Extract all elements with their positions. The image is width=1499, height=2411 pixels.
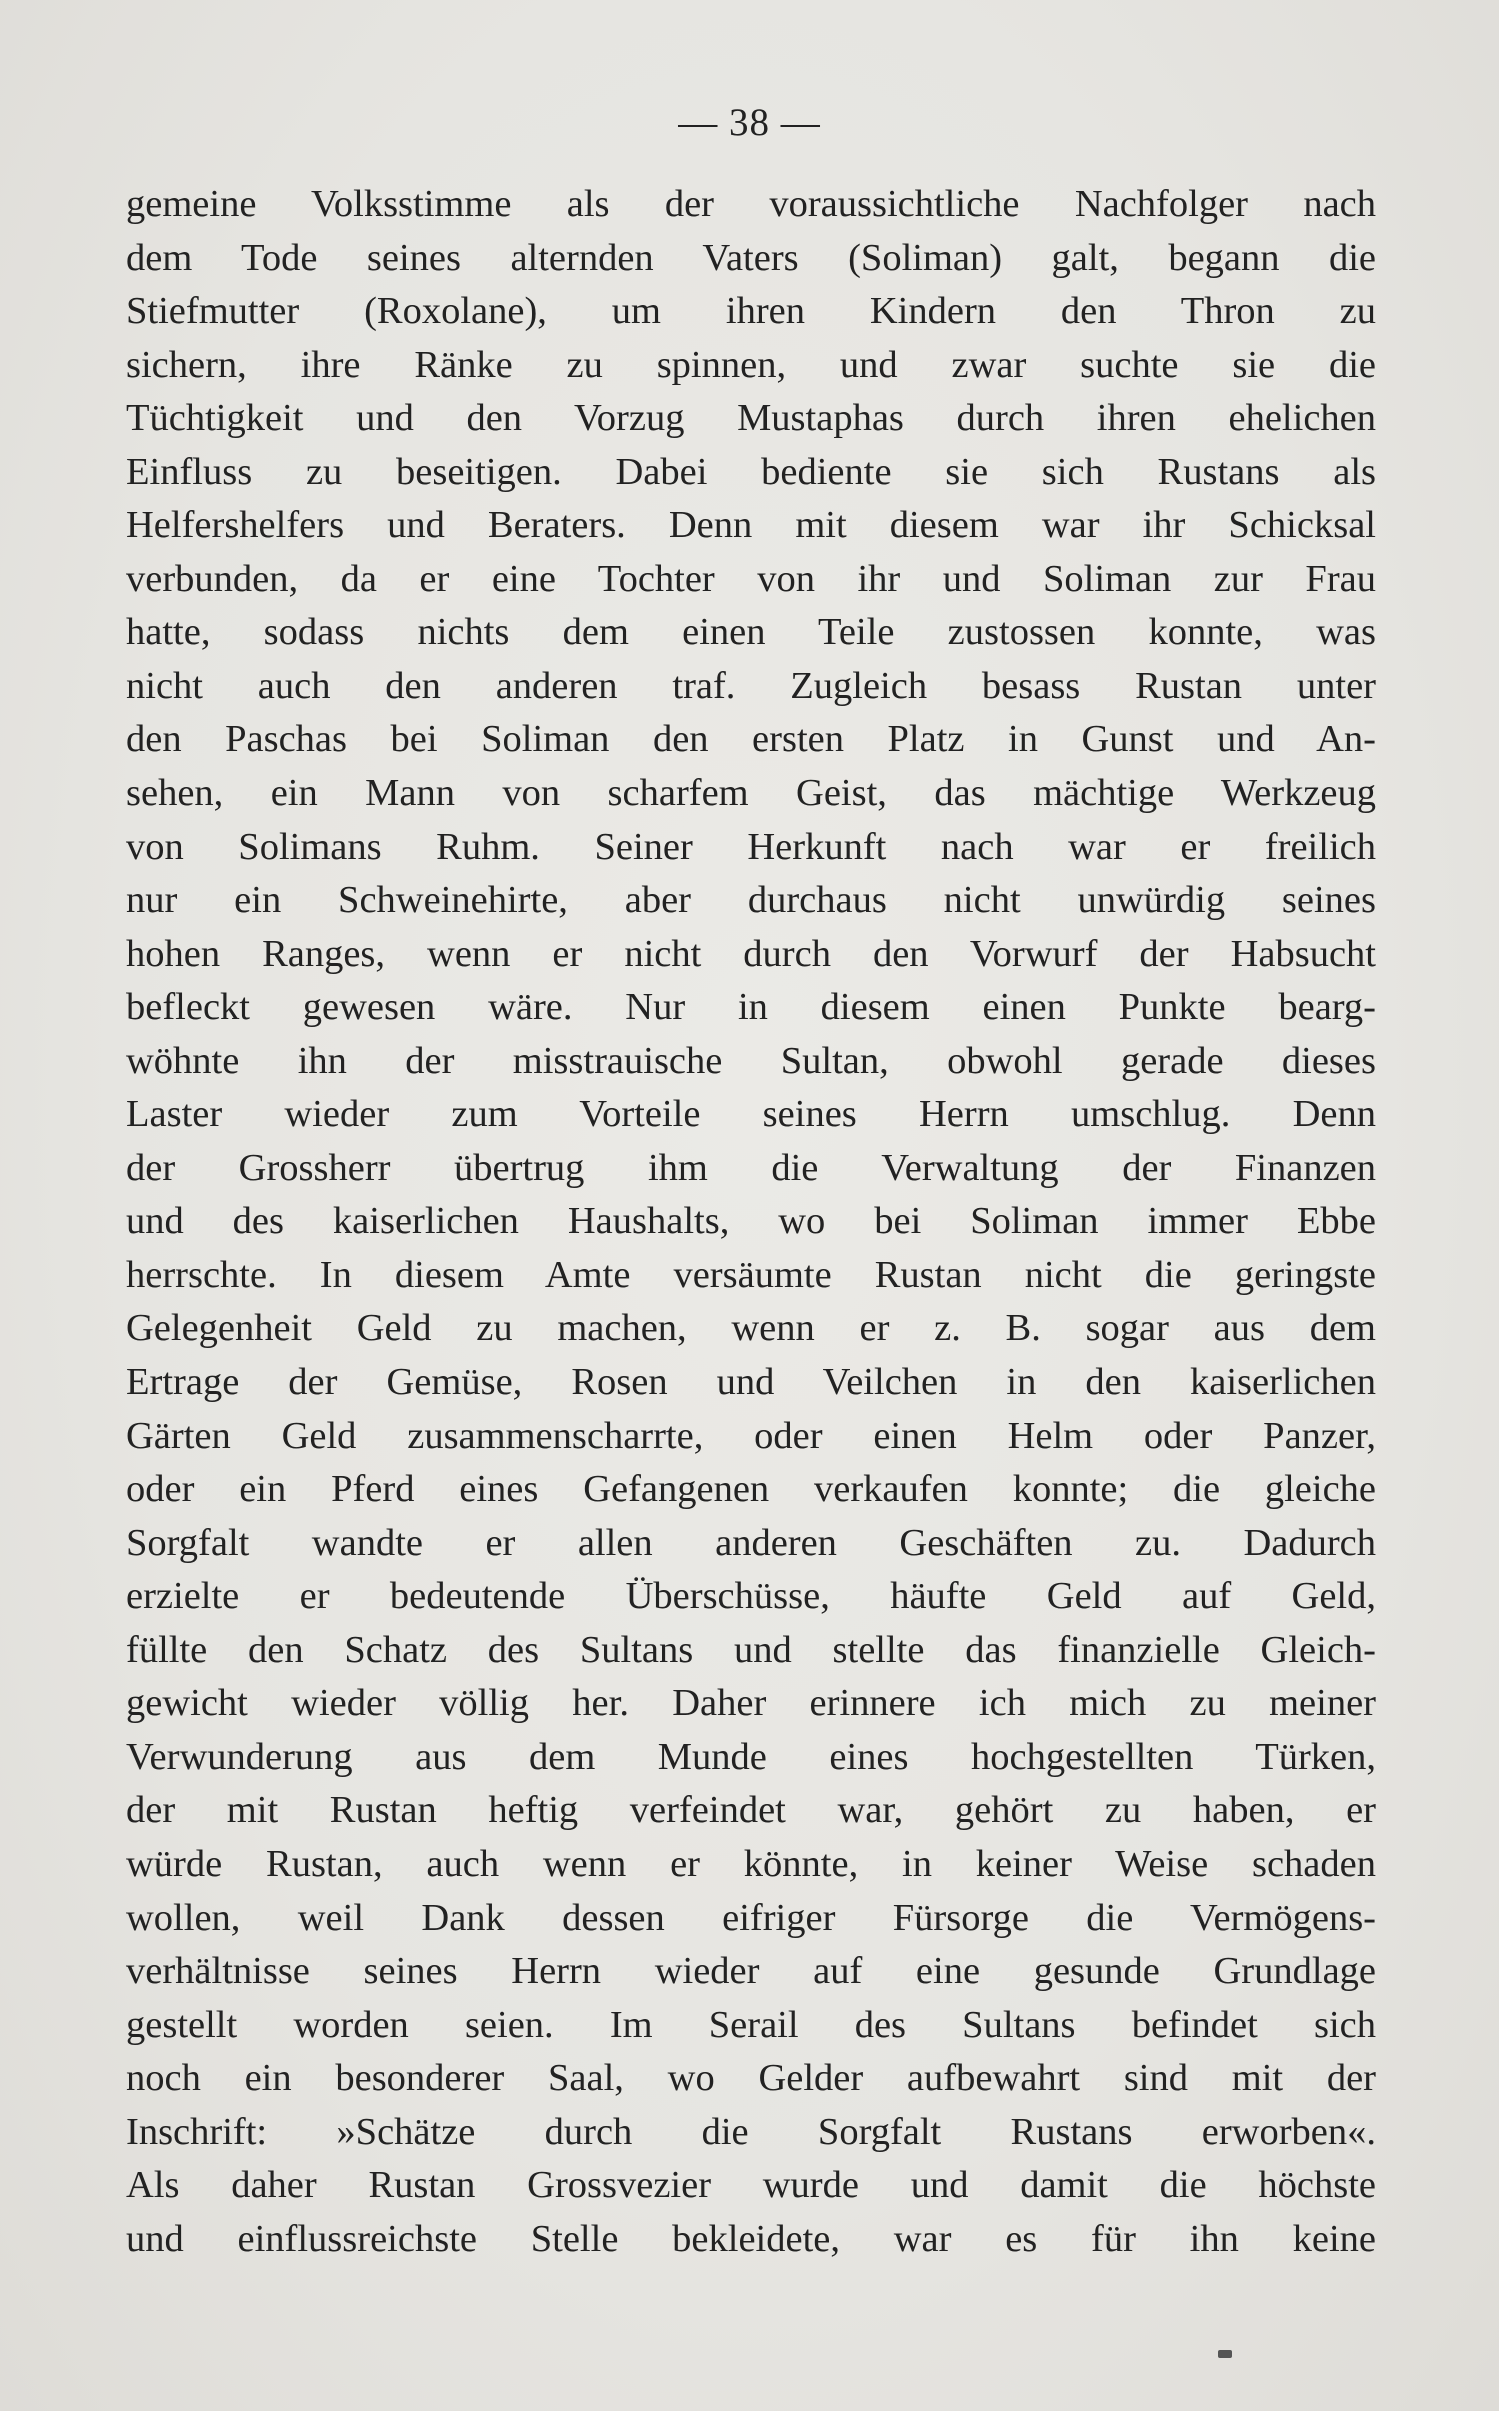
text-line: verhältnisse seines Herrn wieder auf eine gesunde Grundlage (126, 1950, 1376, 1993)
text-line: Stiefmutter (Roxolane), um ihren Kindern den Thron zu (126, 290, 1376, 333)
text-line: Ertrage der Gemüse, Rosen und Veilchen in den kaiserlichen (126, 1361, 1376, 1404)
body-text (126, 178, 1376, 2266)
text-line: wöhnte ihn der misstrauische Sultan, obwohl gerade dieses (126, 1039, 1376, 1082)
text-line: der Grossherr übertrug ihm die Verwaltung der Finanzen (126, 1146, 1376, 1189)
text-line: hohen Ranges, wenn er nicht durch den Vorwurf der Habsucht (126, 932, 1376, 975)
page-number: — 38 — (678, 101, 821, 144)
text-line: Tüchtigkeit und den Vorzug Mustaphas durch ihren ehelichen (126, 397, 1376, 440)
text-line: noch ein besonderer Saal, wo Gelder aufbewahrt sind mit der (126, 2057, 1376, 2100)
text-line: Als daher Rustan Grossvezier wurde und damit die höchste (126, 2164, 1376, 2207)
text-line: nicht auch den anderen traf. Zugleich besass Rustan unter (126, 664, 1376, 707)
text-line: hatte, sodass nichts dem einen Teile zustossen konnte, was (126, 611, 1376, 654)
text-line: Laster wieder zum Vorteile seines Herrn umschlug. Denn (126, 1093, 1376, 1136)
text-line: würde Rustan, auch wenn er könnte, in keiner Weise schaden (126, 1842, 1376, 1885)
ink-speck (1218, 2350, 1232, 2358)
text-line: wollen, weil Dank dessen eifriger Fürsorge die Vermögens- (126, 1896, 1376, 1939)
text-line: Gärten Geld zusammenscharrte, oder einen Helm oder Panzer, (126, 1414, 1376, 1457)
text-line: gewicht wieder völlig her. Daher erinnere ich mich zu meiner (126, 1682, 1376, 1725)
text-line: erzielte er bedeutende Überschüsse, häufte Geld auf Geld, (126, 1575, 1376, 1618)
text-line: oder ein Pferd eines Gefangenen verkaufen konnte; die gleiche (126, 1468, 1376, 1511)
text-line: Inschrift: »Schätze durch die Sorgfalt Rustans erworben«. (126, 2110, 1376, 2153)
text-line: Verwunderung aus dem Munde eines hochgestellten Türken, (126, 1735, 1376, 1778)
text-line: Einfluss zu beseitigen. Dabei bediente sie sich Rustans als (126, 450, 1376, 493)
text-line: sichern, ihre Ränke zu spinnen, und zwar suchte sie die (126, 343, 1376, 386)
text-line: und einflussreichste Stelle bekleidete, war es für ihn keine (126, 2217, 1376, 2260)
text-line: füllte den Schatz des Sultans und stellte das finanzielle Gleich- (126, 1628, 1376, 1671)
text-line: Gelegenheit Geld zu machen, wenn er z. B. sogar aus dem (126, 1307, 1376, 1350)
text-line: Sorgfalt wandte er allen anderen Geschäften zu. Dadurch (126, 1521, 1376, 1564)
text-line: herrschte. In diesem Amte versäumte Rustan nicht die geringste (126, 1253, 1376, 1296)
text-line: dem Tode seines alternden Vaters (Soliman) galt, begann die (126, 236, 1376, 279)
text-line: nur ein Schweinehirte, aber durchaus nicht unwürdig seines (126, 879, 1376, 922)
text-line: gestellt worden seien. Im Serail des Sultans befindet sich (126, 2003, 1376, 2046)
text-line: befleckt gewesen wäre. Nur in diesem einen Punkte bearg- (126, 986, 1376, 1029)
text-line: verbunden, da er eine Tochter von ihr und Soliman zur Frau (126, 557, 1376, 600)
text-line: sehen, ein Mann von scharfem Geist, das mächtige Werkzeug (126, 772, 1376, 815)
text-line: gemeine Volksstimme als der voraussichtliche Nachfolger nach (126, 183, 1376, 225)
text-line: den Paschas bei Soliman den ersten Platz in Gunst und An- (126, 718, 1376, 761)
text-line: Helfershelfers und Beraters. Denn mit diesem war ihr Schicksal (126, 504, 1376, 547)
text-line: von Solimans Ruhm. Seiner Herkunft nach war er freilich (126, 825, 1376, 868)
text-line: der mit Rustan heftig verfeindet war, gehört zu haben, er (126, 1789, 1376, 1832)
text-line: und des kaiserlichen Haushalts, wo bei Soliman immer Ebbe (126, 1200, 1376, 1243)
